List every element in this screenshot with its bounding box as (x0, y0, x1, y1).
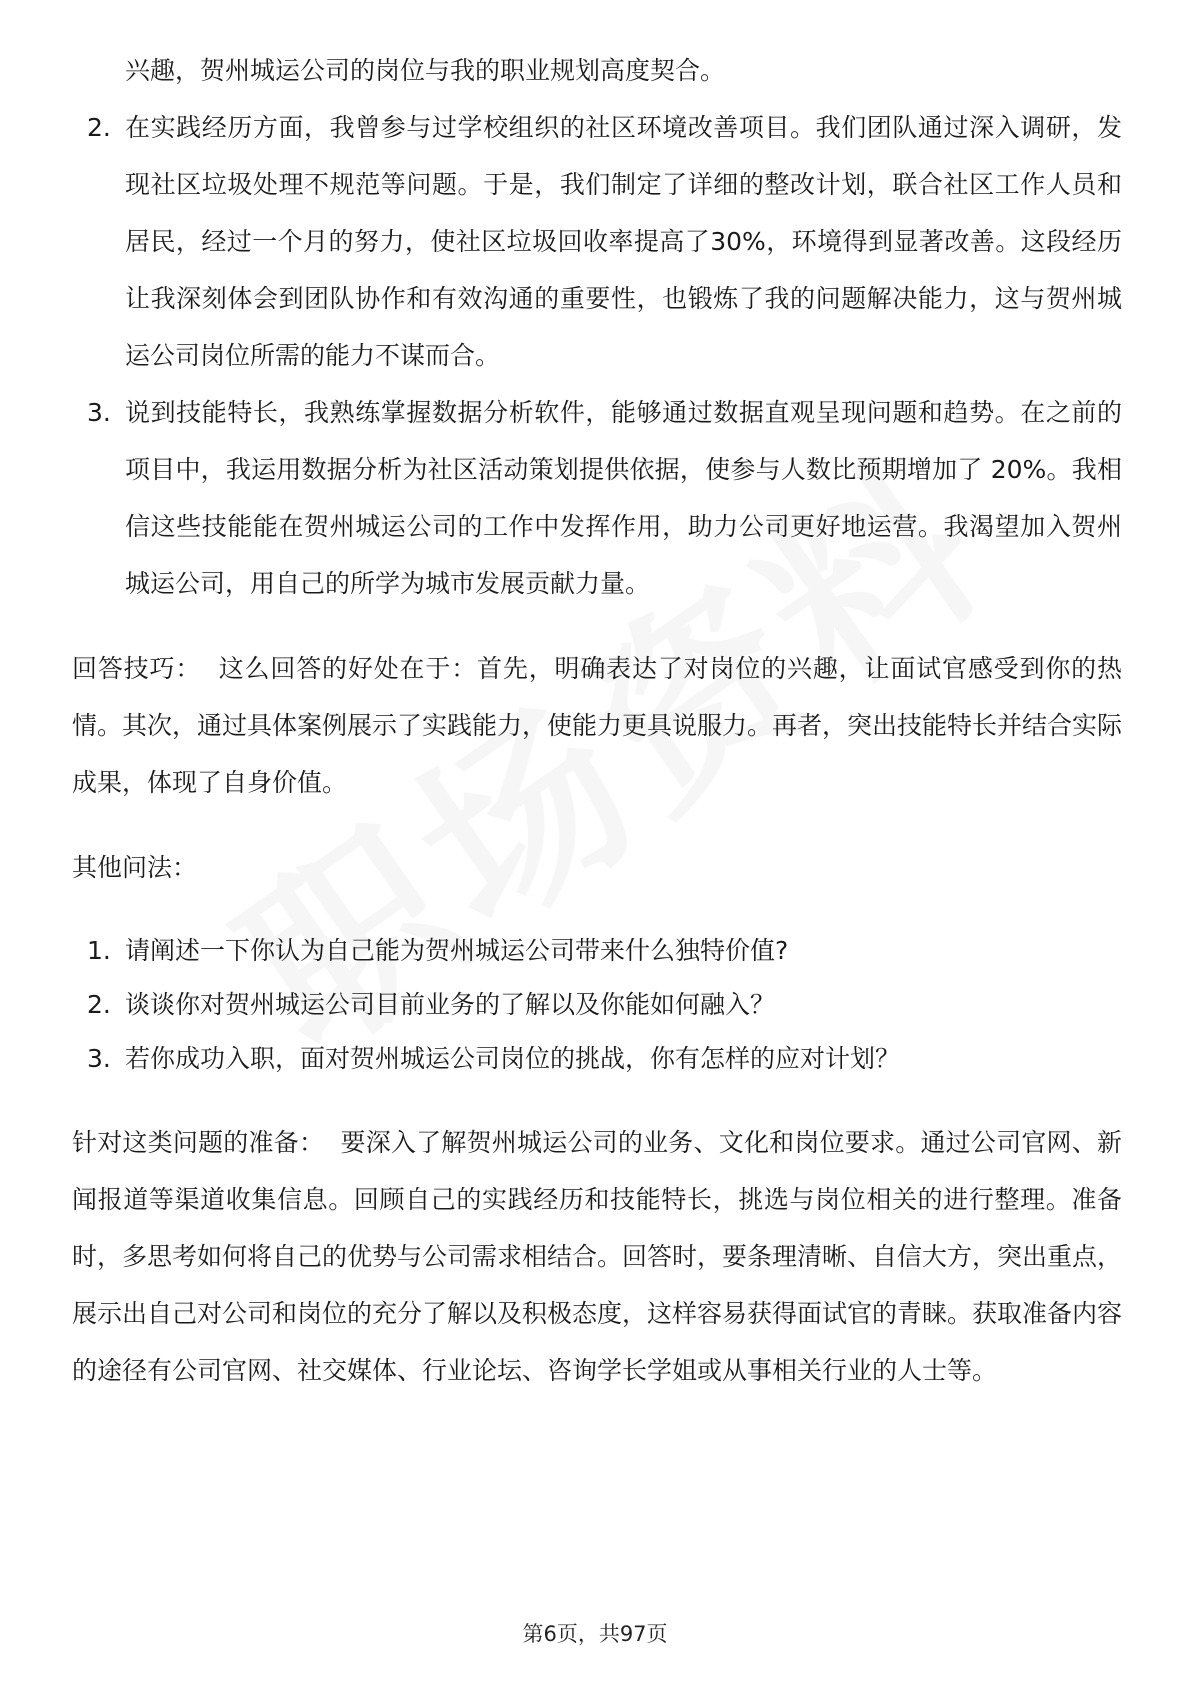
question-item-3 (72, 1032, 1122, 1086)
answer-item-2 (72, 99, 1122, 384)
list-number: 2. (87, 990, 111, 1019)
other-questions-list (72, 924, 1122, 1086)
list-number: 1. (87, 936, 111, 965)
question-text: 请阐述一下你认为自己能为贺州城运公司带来什么独特价值? (125, 936, 789, 965)
page-footer: 第6页，共97页 (522, 1622, 668, 1646)
page-content (72, 42, 1122, 1399)
answer-text: 在实践经历方面，我曾参与过学校组织的社区环境改善项目。我们团队通过深入调研，发现社区垃圾处理不规范等问题。于是，我们制定了详细的整改计划，联合社区工作人员和居民，经过一个月的努力，使社区垃圾回收率提高了30%，环境得到显著改善。这段经历让我深刻体会到团队协作和有效沟通的重要性，也锻炼了我的问题解决能力，这与贺州城运公司岗位所需的能力不谋而合。 (125, 113, 1122, 370)
list-number: 2. (87, 113, 111, 142)
answer-tips (72, 640, 1122, 811)
other-questions-label: 其他问法： (72, 853, 198, 882)
continued-line: 兴趣，贺州城运公司的岗位与我的职业规划高度契合。 (125, 56, 726, 85)
question-text: 谈谈你对贺州城运公司目前业务的了解以及你能如何融入？ (125, 990, 776, 1019)
preparation-label: 针对这类问题的准备： (72, 1128, 325, 1157)
list-number: 3. (87, 1044, 111, 1073)
tips-label: 回答技巧： (72, 654, 202, 683)
list-number: 3. (87, 398, 111, 427)
preparation-section (72, 1114, 1122, 1399)
answer-item-3 (72, 384, 1122, 612)
question-text: 若你成功入职，面对贺州城运公司岗位的挑战，你有怎样的应对计划？ (125, 1044, 901, 1073)
tips-text: 这么回答的好处在于：首先，明确表达了对岗位的兴趣，让面试官感受到你的热情。其次，通过具体案例展示了实践能力，使能力更具说服力。再者，突出技能特长并结合实际成果，体现了自身价值。 (72, 654, 1123, 797)
question-item-2 (72, 978, 1122, 1032)
answer-list (72, 99, 1122, 612)
preparation-text: 要深入了解贺州城运公司的业务、文化和岗位要求。通过公司官网、新闻报道等渠道收集信息。回顾自己的实践经历和技能特长，挑选与岗位相关的进行整理。准备时，多思考如何将自己的优势与公司需求相结合。回答时，要条理清晰、自信大方，突出重点，展示出自己对公司和岗位的充分了解以及积极态度，这样容易获得面试官的青睐。获取准备内容的途径有公司官网、社交媒体、行业论坛、咨询学长学姐或从事相关行业的人士等。 (72, 1128, 1123, 1385)
answer-text: 说到技能特长，我熟练掌握数据分析软件，能够通过数据直观呈现问题和趋势。在之前的项目中，我运用数据分析为社区活动策划提供依据，使参与人数比预期增加了 20%。我相信这些技能能在贺州城运公司的工作中发挥作用，助力公司更好地运营。我渴望加入贺州城运公司，用自己的所学为城市发展贡献力量。 (125, 398, 1122, 598)
question-item-1 (72, 924, 1122, 978)
